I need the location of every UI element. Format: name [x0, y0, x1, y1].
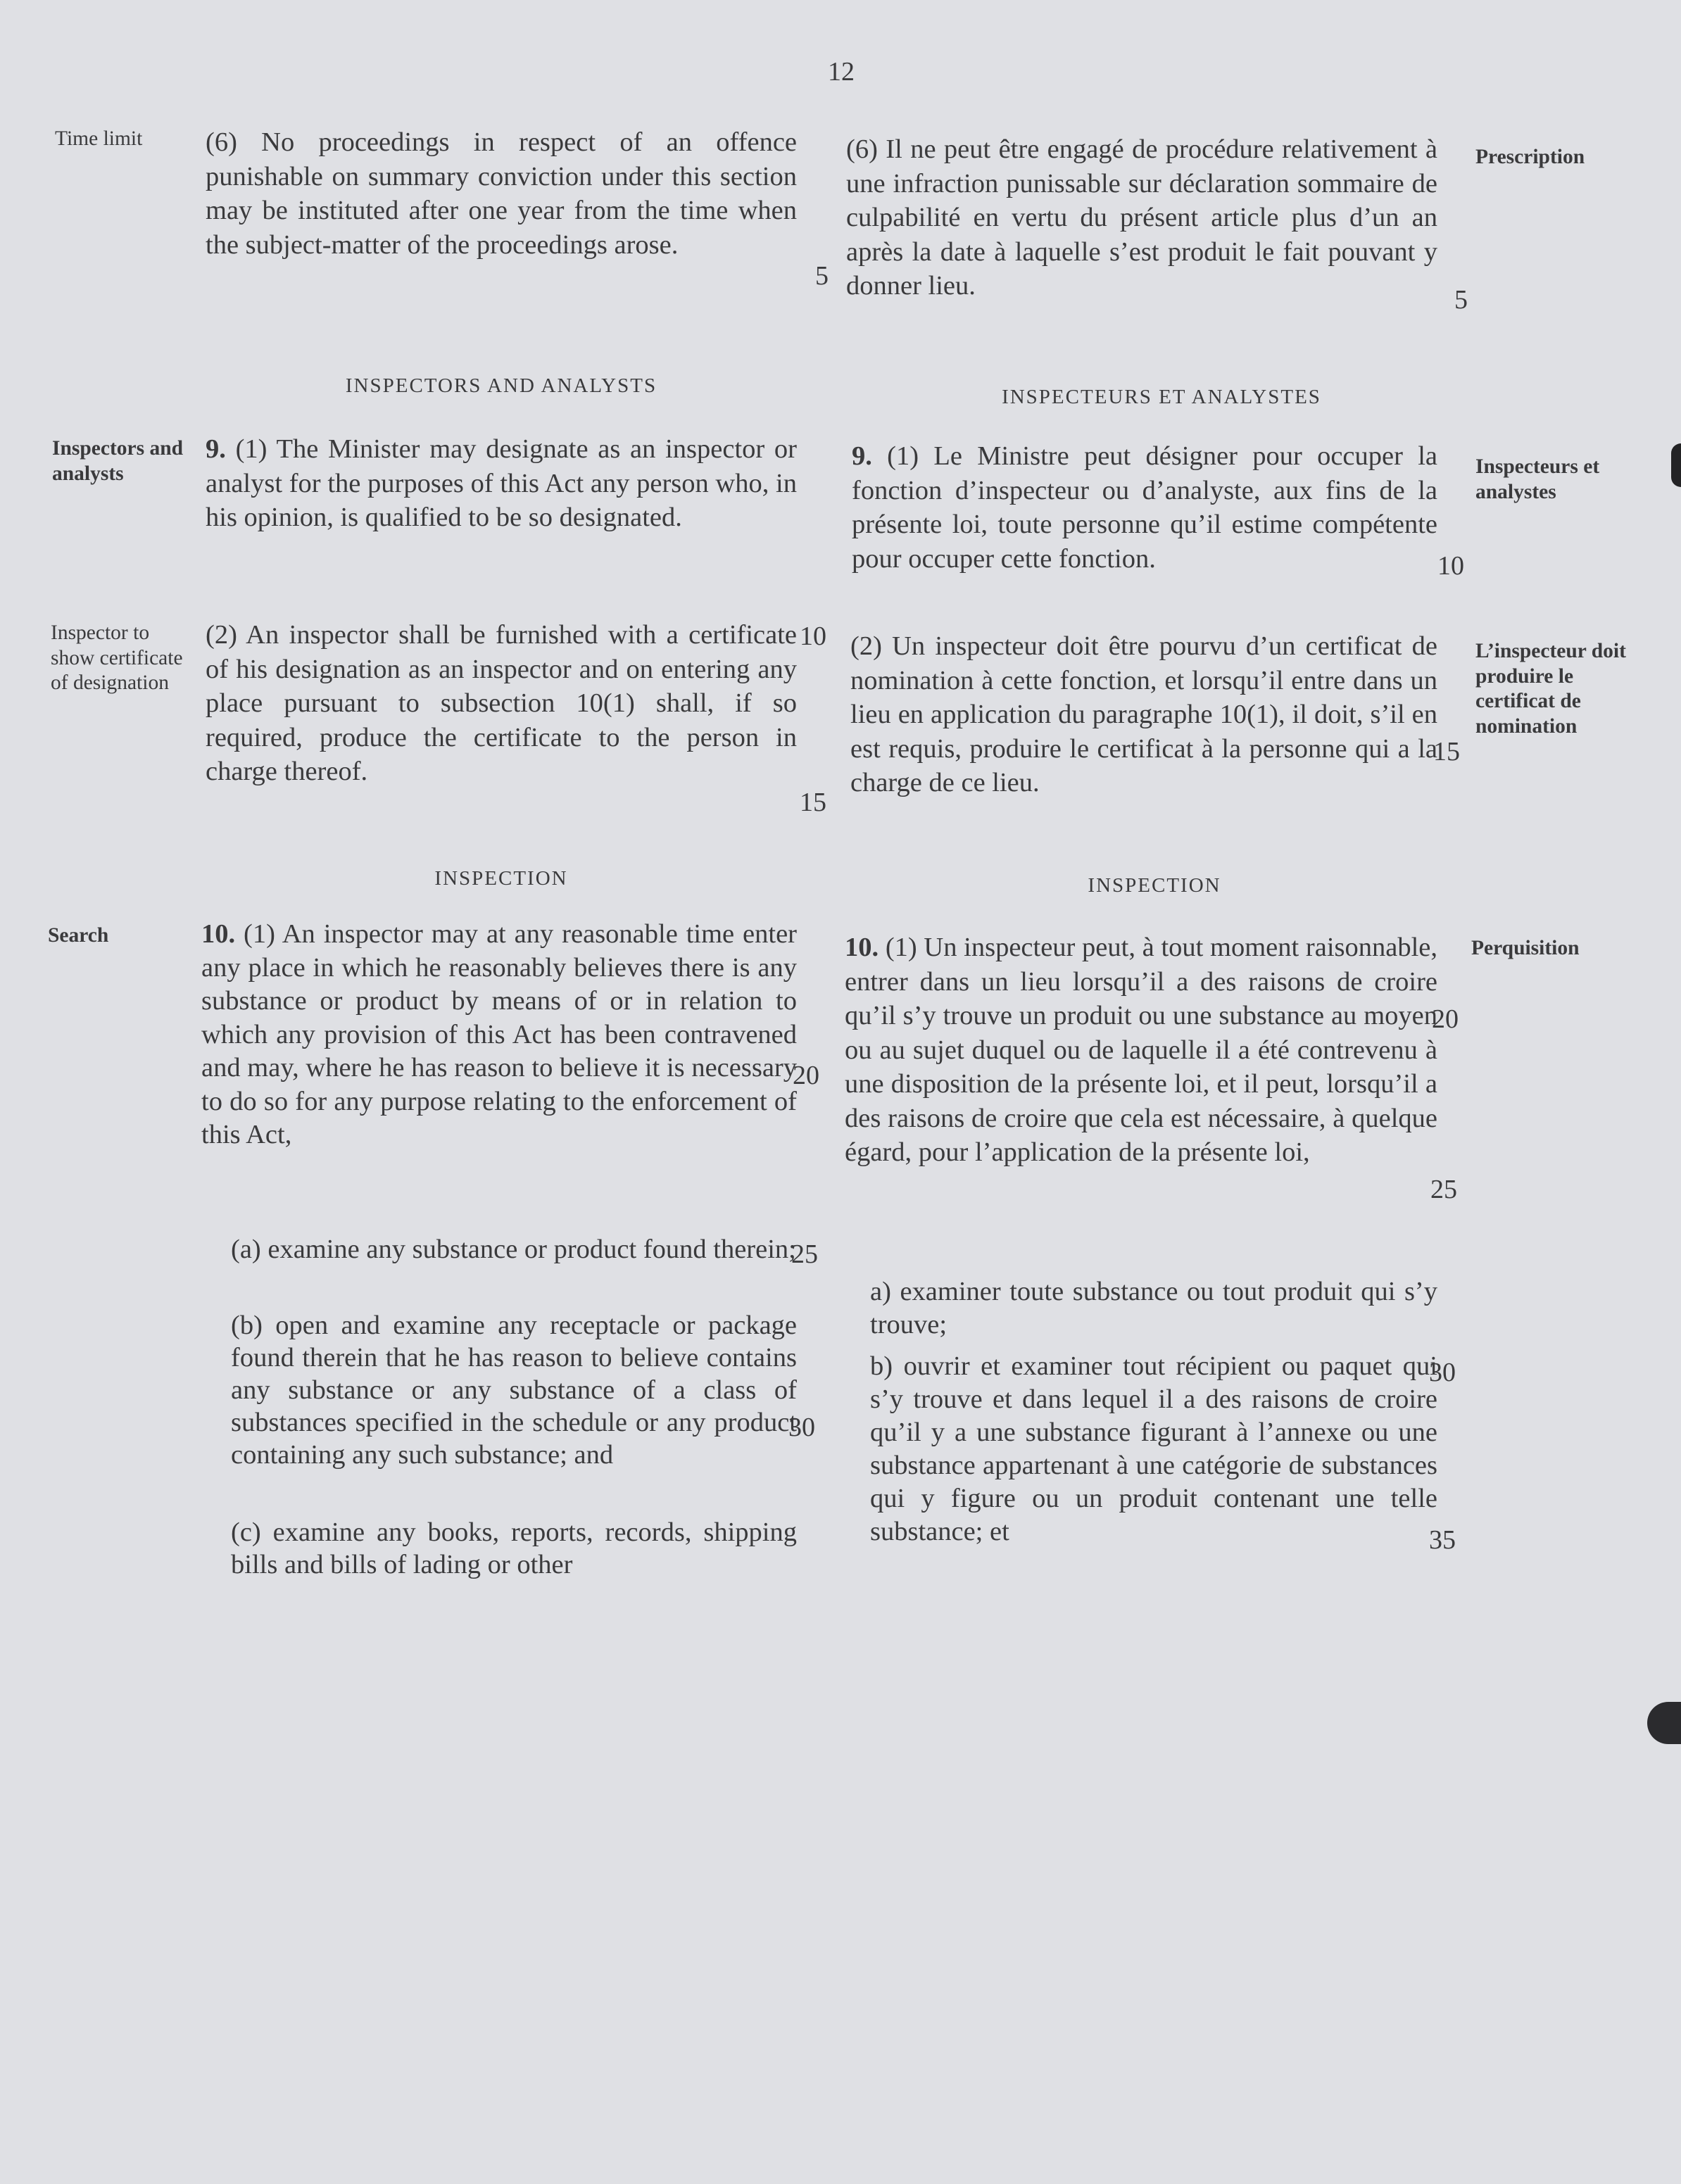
- margin-note-inspectors: Inspectors and analysts: [52, 437, 184, 485]
- margin-note-perquisition: Perquisition: [1471, 937, 1580, 959]
- margin-note-certificate: Inspector to show certificate of designation: [51, 621, 183, 694]
- en-heading-inspection: INSPECTION: [434, 867, 568, 890]
- fr-line-number-20: 20: [1432, 1004, 1459, 1034]
- en-line-number-20: 20: [793, 1061, 819, 1090]
- fr-subsection-6: (6) Il ne peut être engagé de procédure relativement à une infraction punissable sur déclaration sommaire de culpabilité en vertu du présent article plus d’un an après la date à laquelle s’est produit le fait pouvant y donner lieu.: [846, 134, 1437, 301]
- fr-section-9-number: 9.: [852, 441, 872, 471]
- en-line-number-15: 15: [800, 788, 826, 817]
- fr-paragraph-a: a) examiner toute substance ou tout produit qui s’y trouve;: [870, 1277, 1437, 1339]
- fr-section-9-1-text: (1) Le Ministre peut désigner pour occuper la fonction d’inspecteur ou d’analyste, aux fins de la présente loi, toute personne qu’il estime compétente pour occuper cette fonction.: [852, 441, 1437, 574]
- en-line-number-30: 30: [788, 1413, 815, 1442]
- en-heading-inspectors: INSPECTORS AND ANALYSTS: [345, 374, 657, 397]
- en-section-9-1-text: (1) The Minister may designate as an inspector or analyst for the purposes of this Act any person who, in his opinion, is qualified to be so designated.: [206, 434, 797, 532]
- fr-section-9-2: (2) Un inspecteur doit être pourvu d’un certificat de nomination à cette fonction, et lorsqu’il entre dans un lieu en application du paragraphe 10(1), il doit, s’il en est requis, produire le certificat à la personne qui a la charge de ce lieu.: [850, 631, 1437, 797]
- margin-note-inspecteurs: Inspecteurs et analystes: [1475, 455, 1600, 503]
- fr-heading-inspection: INSPECTION: [1088, 874, 1221, 897]
- en-paragraph-c: (c) examine any books, reports, records, shipping bills and bills of lading or other: [231, 1517, 797, 1579]
- margin-note-search: Search: [48, 924, 109, 947]
- fr-line-number-15: 15: [1433, 737, 1460, 766]
- en-section-10-number: 10.: [201, 919, 236, 949]
- en-paragraph-b: (b) open and examine any receptacle or package found therein that he has reason to believe contains any substance or any substance of a class of substances specified in the schedule or any product containing any such substance; and: [231, 1311, 797, 1470]
- en-section-10-1: [201, 918, 797, 1152]
- en-paragraph-a: (a) examine any substance or product found therein;: [231, 1235, 796, 1264]
- en-section-9-number: 9.: [206, 434, 226, 464]
- binder-hole-mark-bottom: [1647, 1702, 1681, 1744]
- en-section-9-2: (2) An inspector shall be furnished with a certificate of his designation as an inspector and on entering any place pursuant to subsection 10(1) shall, if so required, produce the certificate to the person in charge thereof.: [206, 620, 797, 786]
- fr-line-number-30: 30: [1429, 1358, 1456, 1387]
- fr-section-10-number: 10.: [845, 933, 879, 962]
- fr-line-number-25: 25: [1430, 1175, 1457, 1204]
- margin-note-certificat: L’inspecteur doit produire le certificat de nomination: [1475, 640, 1626, 738]
- fr-line-number-35: 35: [1429, 1525, 1456, 1555]
- en-line-number-10: 10: [800, 621, 826, 651]
- en-line-number-25: 25: [791, 1239, 818, 1269]
- en-line-number-5: 5: [815, 261, 829, 291]
- fr-paragraph-b: b) ouvrir et examiner tout récipient ou paquet qui s’y trouve et dans lequel il a des raisons de croire qu’il y a une substance figurant à l’annexe ou une substance appartenant à une catégorie de substances qui y figure ou un produit contenant une telle substance; et: [870, 1351, 1437, 1546]
- en-subsection-6: (6) No proceedings in respect of an offence punishable on summary conviction under this section may be instituted after one year from the time when the subject-matter of the proceedings arose.: [206, 127, 797, 260]
- fr-line-number-5: 5: [1454, 285, 1468, 315]
- en-section-9-1: [206, 432, 797, 535]
- margin-note-time-limit: Time limit: [55, 127, 143, 150]
- fr-section-10-1: [845, 930, 1437, 1170]
- fr-section-9-1: [852, 439, 1437, 576]
- fr-line-number-10: 10: [1437, 551, 1464, 581]
- fr-heading-inspectors: INSPECTEURS ET ANALYSTES: [1002, 386, 1321, 408]
- margin-note-prescription: Prescription: [1475, 146, 1585, 168]
- fr-section-10-1-text: (1) Un inspecteur peut, à tout moment raisonnable, entrer dans un lieu lorsqu’il a des raisons de croire qu’il s’y trouve un produit ou une substance au moyen ou au sujet duquel ou de laquelle il a été contrevenu à une disposition de la présente loi, et il peut, lorsqu’il a des raisons de croire que cela est nécessaire, à quelque égard, pour l’application de la présente loi,: [845, 933, 1437, 1167]
- binder-hole-mark-top: [1671, 443, 1681, 487]
- page-number: 12: [828, 57, 855, 87]
- en-section-10-1-text: (1) An inspector may at any reasonable time enter any place in which he reasonably believes there is any substance or product by means of or in relation to which any provision of this Act has been contravened and may, where he has reason to believe it is necessary to do so for any purpose relating to the enforcement of this Act,: [201, 919, 797, 1149]
